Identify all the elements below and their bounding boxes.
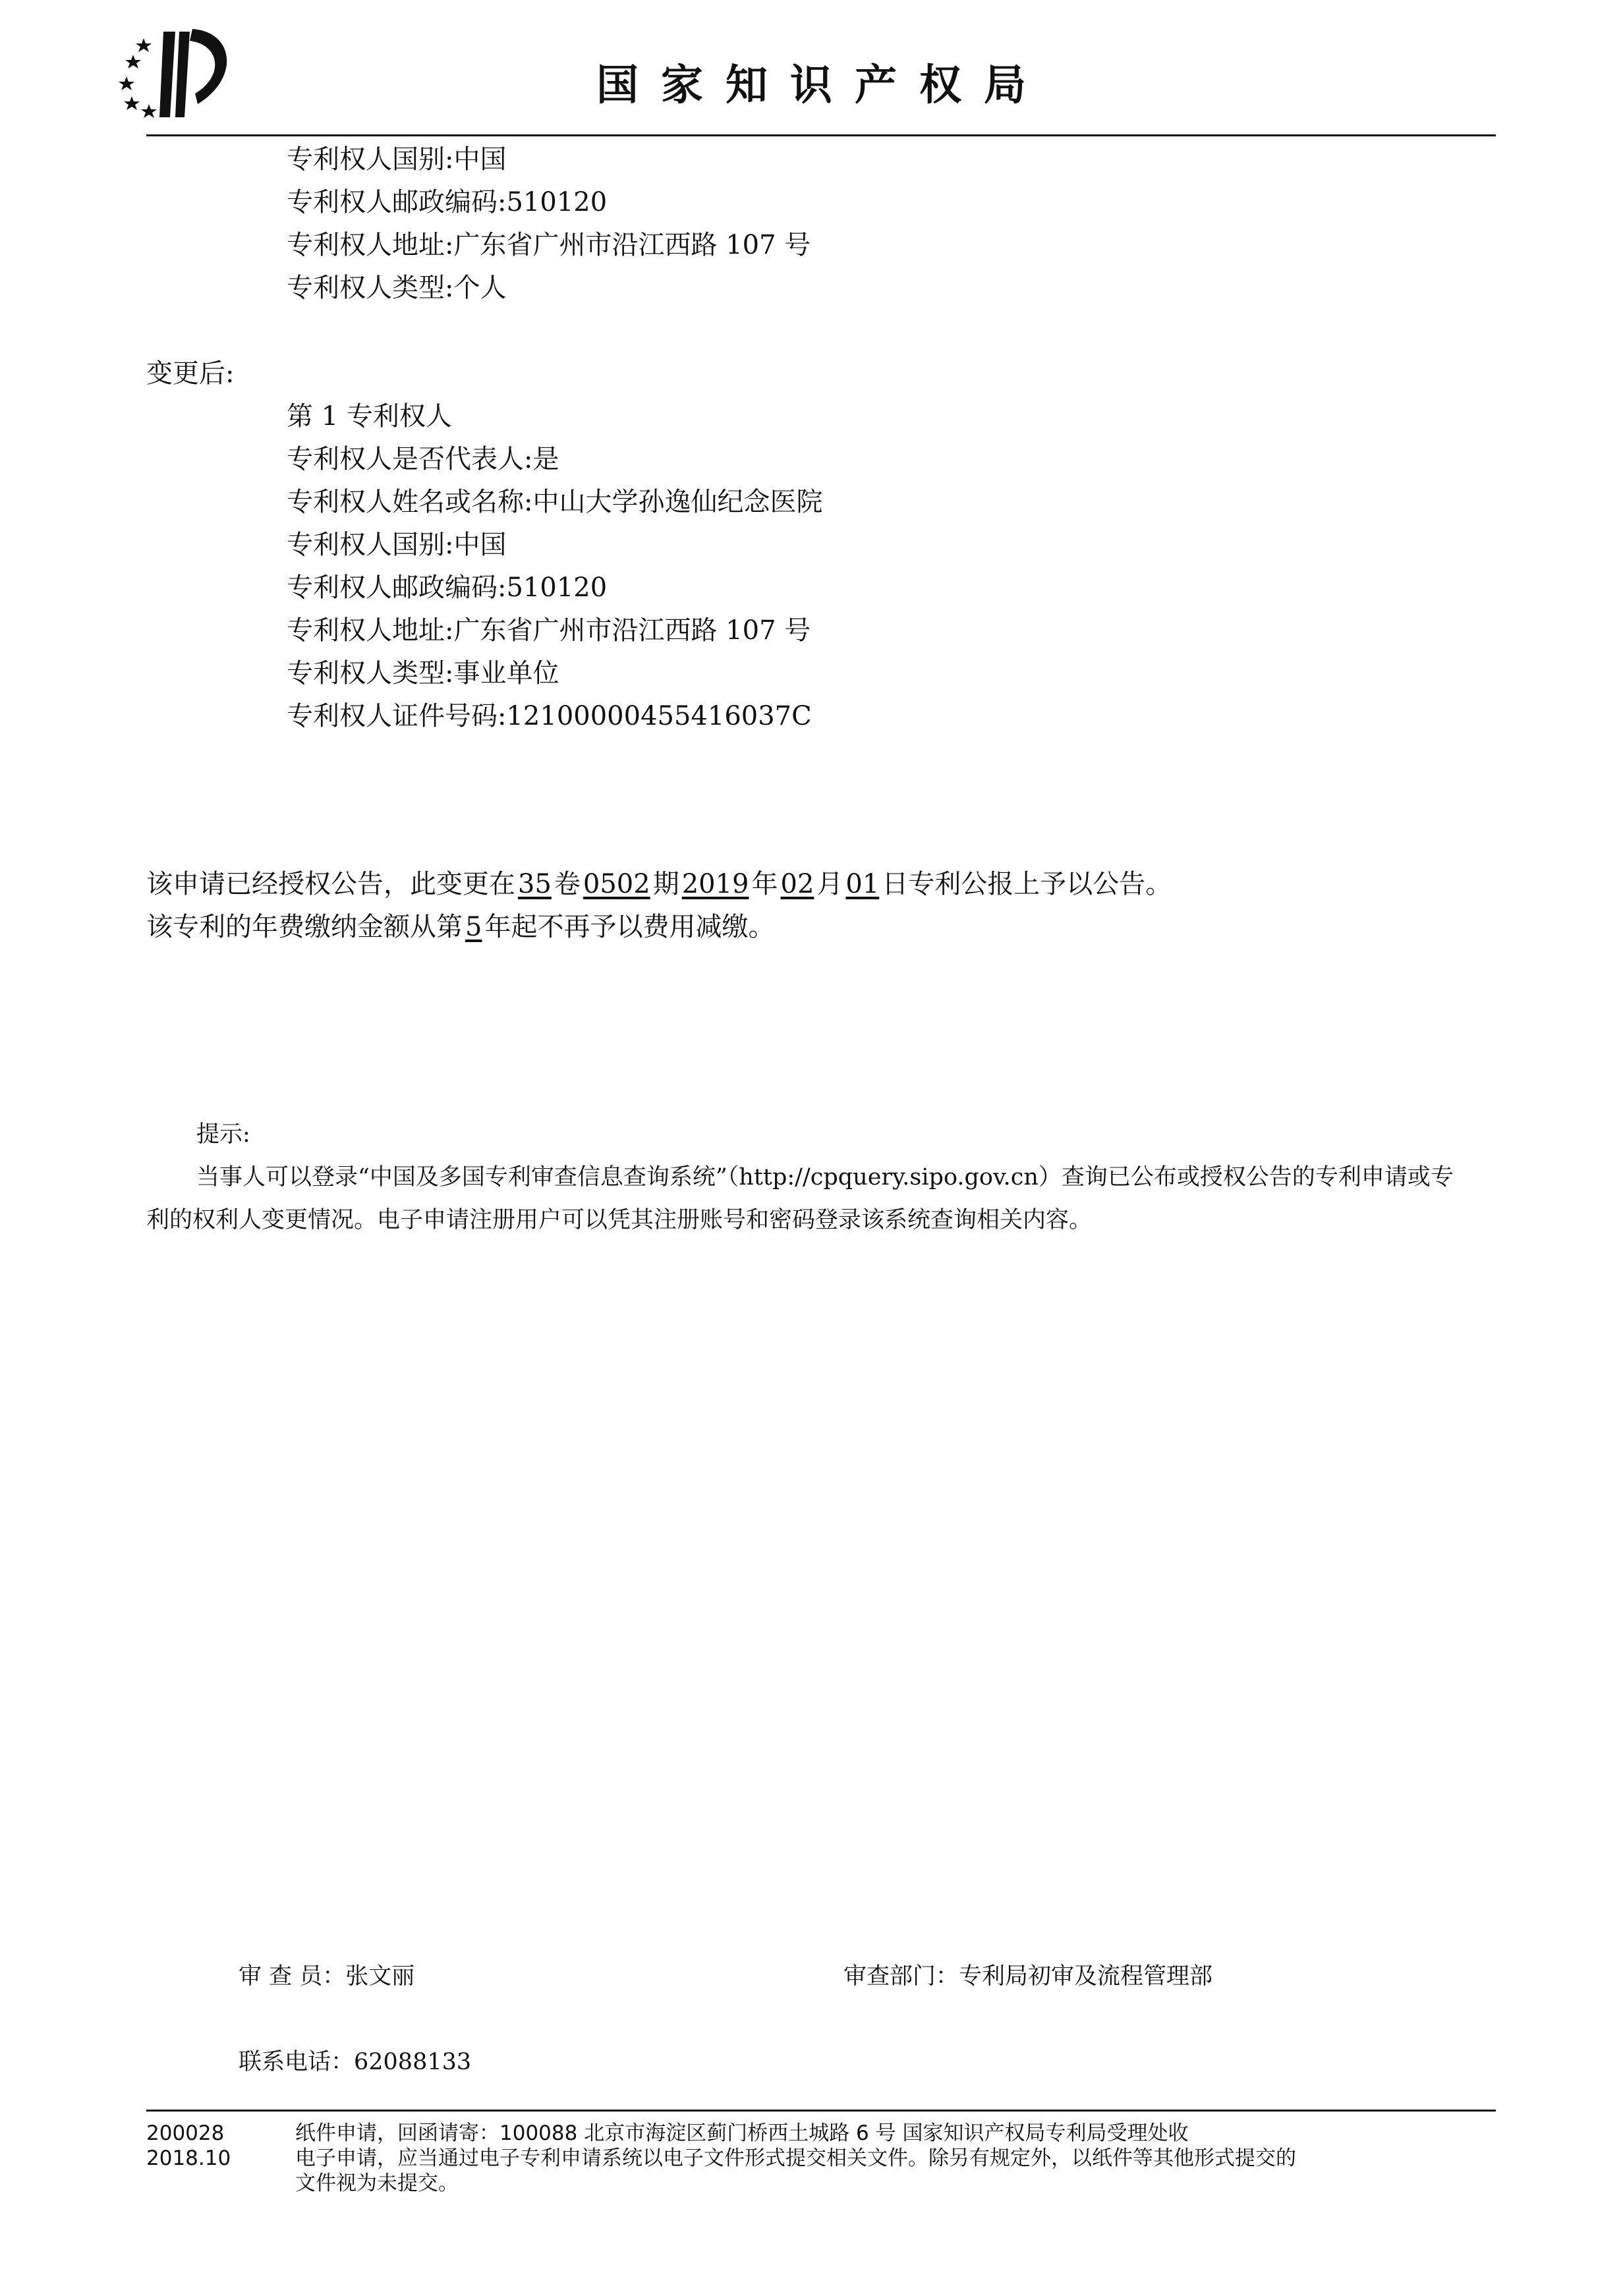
- after-type: 专利权人类型:事业单位: [287, 658, 559, 688]
- after-index: 第 1 专利权人: [287, 401, 452, 432]
- before-address: 专利权人地址:广东省广州市沿江西路 107 号: [287, 230, 811, 260]
- tips-line-1: 当事人可以登录“中国及多国专利审查信息查询系统”（http://cpquery.sipo.gov.cn）查询已公布或授权公告的专利申请或专: [196, 1164, 1454, 1190]
- tips-line-2: 利的权利人变更情况。电子申请注册用户可以凭其注册账号和密码登录该系统查询相关内容。: [146, 1207, 1093, 1233]
- footer-paper-line: 纸件申请，回函请寄：100088 北京市海淀区蓟门桥西土城路 6 号 国家知识产权局专利局受理处收: [295, 2121, 1189, 2145]
- footer-electronic-line-1: 电子申请，应当通过电子专利申请系统以电子文件形式提交相关文件。除另有规定外，以纸件等其他形式提交的: [295, 2146, 1296, 2170]
- fee-start-year: 5: [465, 912, 482, 942]
- gazette-month: 02: [780, 869, 814, 899]
- cnipa-logo-icon: [119, 25, 244, 124]
- department: 审查部门：专利局初审及流程管理部: [843, 1963, 1213, 1990]
- before-postcode: 专利权人邮政编码:510120: [287, 187, 608, 217]
- tips-heading: 提示:: [196, 1121, 250, 1148]
- form-code: 200028: [146, 2121, 225, 2145]
- header-rule: [146, 134, 1496, 136]
- announcement-line: 该申请已经授权公告，此变更在 35 卷 0502 期 2019 年 02 月 01 日专利公报上予以公告。: [146, 869, 1172, 899]
- after-country: 专利权人国别:中国: [287, 530, 507, 560]
- before-country: 专利权人国别:中国: [287, 144, 507, 175]
- gazette-day: 01: [845, 869, 880, 899]
- form-date: 2018.10: [146, 2146, 231, 2170]
- after-postcode: 专利权人邮政编码:510120: [287, 573, 608, 603]
- after-name: 专利权人姓名或名称:中山大学孙逸仙纪念医院: [287, 487, 823, 517]
- office-title: 国家知识产权局: [596, 61, 1048, 110]
- after-change-heading: 变更后:: [146, 358, 235, 389]
- before-type: 专利权人类型:个人: [287, 273, 507, 303]
- footer-rule: [146, 2110, 1496, 2112]
- gazette-issue: 0502: [583, 869, 650, 899]
- after-address: 专利权人地址:广东省广州市沿江西路 107 号: [287, 615, 811, 646]
- fee-line: 该专利的年费缴纳金额从第 5 年起不再予以费用减缴。: [146, 912, 775, 942]
- gazette-year: 2019: [681, 869, 749, 899]
- after-representative: 专利权人是否代表人:是: [287, 444, 559, 474]
- contact-phone: 联系电话：62088133: [239, 2049, 472, 2075]
- examiner: 审 查 员：张文丽: [239, 1963, 415, 1990]
- gazette-volume: 35: [518, 869, 552, 899]
- footer-electronic-line-2: 文件视为未提交。: [295, 2171, 459, 2195]
- after-id-number: 专利权人证件号码:12100000455416037C: [287, 701, 812, 731]
